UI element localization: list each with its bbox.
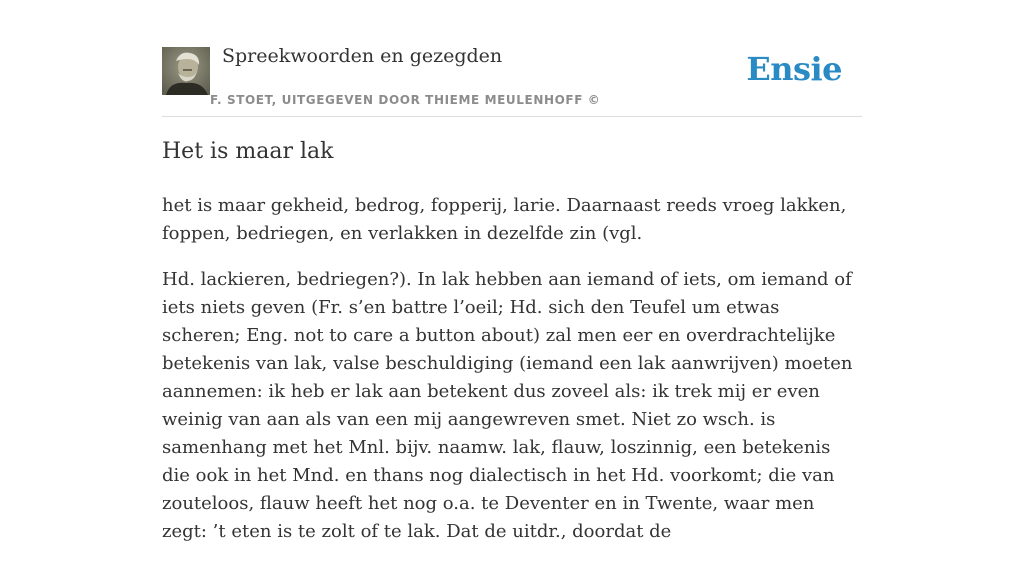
author-credit: F. STOET, UITGEGEVEN DOOR THIEME MEULENHOFF © [210,93,601,107]
source-header [162,40,862,117]
portrait-photo-icon [162,47,210,95]
entry-body [162,192,862,564]
entry-title: Het is maar lak [162,139,334,164]
entry-paragraph: het is maar gekheid, bedrog, fopperij, larie. Daarnaast reeds vroeg lakken, foppen, bedriegen, en verlakken in dezelfde zin (vgl. [162,195,847,244]
book-title[interactable]: Spreekwoorden en gezegden [222,45,503,67]
ensie-logo-link[interactable]: Ensie [746,50,842,88]
entry-paragraph: Hd. lackieren, bedriegen?). In lak hebben aan iemand of iets, om iemand of iets niets geven (Fr. s’en battre l’oeil; Hd. sich den Teufel um etwas scheren; Eng. not to care a button about) zal men eer en overdrachtelijke betekenis van lak, valse beschuldiging (iemand een lak aanwrijven) moeten aannemen: ik heb er lak aan betekent dus zoveel als: ik trek mij er even weinig van aan als van een mij aangewreven smet. Niet zo wsch. is samenhang met het Mnl. bijv. naamw. lak, flauw, loszinnig, een betekenis die ook in het Mnd. en thans nog dialectisch in het Hd. voorkomt; die van zouteloos, flauw heeft het nog o.a. te Deventer en in Twente, waar men zegt: ’t eten is te zolt of te lak. Dat de uitdr., doordat de [162,269,853,542]
author-avatar[interactable] [162,47,210,95]
